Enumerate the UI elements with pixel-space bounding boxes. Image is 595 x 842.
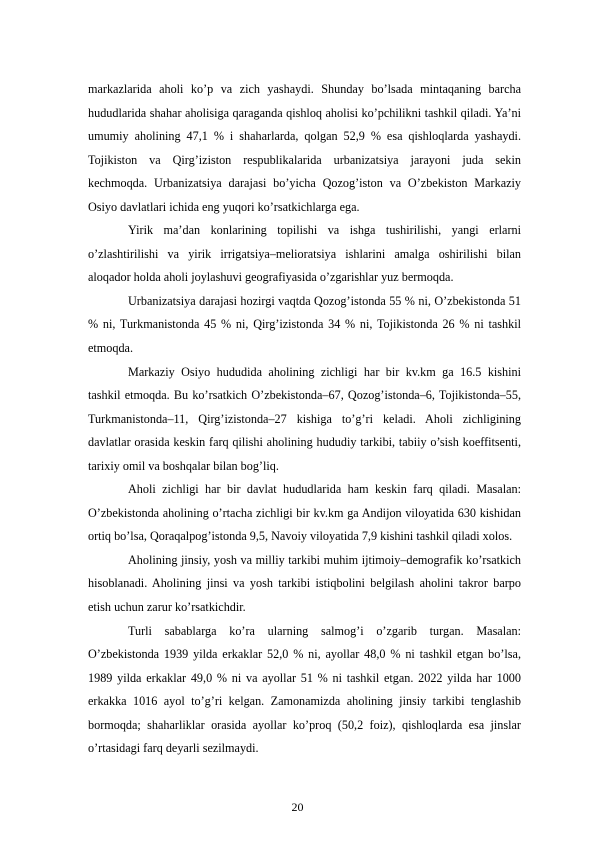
paragraph-regional-density: Aholi zichligi har bir davlat hududlarida ham keskin farq qiladi. Masalan: O’zbekistonda aholining o’rtacha zichligi bir kv.km ga Andijon viloyatida 630 kishidan ortiq bo’lsa, Qoraqalpog’istonda 9,5, Navoiy viloyatida 7,9 kishini tashkil qiladi xolos. bbox=[88, 482, 521, 544]
paragraph-urbanization-levels: Urbanizatsiya darajasi hozirgi vaqtda Qozog’istonda 55 % ni, O’zbekistonda 51 % ni, Turkmanistonda 45 % ni, Qirg’izistonda 34 % ni, Tojikistonda 26 % ni tashkil etmoqda. bbox=[88, 293, 521, 356]
paragraph-settlement-geography: Yirik ma’dan konlarining topilishi va ishga tushirilishi, yangi erlarni o’zlashtirilishi va yirik irrigatsiya–melioratsiya ishlarini amalga oshirilishi bilan aloqador holda aholi joylashuvi geografiyasida o’zgarishlar yuz bermoqda. bbox=[88, 223, 521, 285]
paragraph-gender-ratio: Turli sabablarga ko’ra ularning salmog’i o’zgarib turgan. Masalan: O’zbekistonda 1939 yilda erkaklar 52,0 % ni, ayollar 48,0 % ni tashkil etgan bo’lsa, 1989 yilda erkaklar 49,0 % ni va ayollar 51 % ni tashkil etgan. 2022 yilda har 1000 erkakka 1016 ayol to’g’ri kelgan. Zamonamizda aholining jinsiy tarkibi tenglashib bormoqda; shaharliklar orasida ayollar ko’proq (50,2 foiz), qishloqlarda esa jinslar o’rtasidagi farq deyarli sezilmaydi. bbox=[88, 623, 521, 756]
paragraph-demographic-structure: Aholining jinsiy, yosh va milliy tarkibi muhim ijtimoiy–demografik ko’rsatkich hisoblanadi. Aholining jinsi va yosh tarkibi istiqbolini belgilash aholini takror barpo etish uchun zarur ko’rsatkichdir. bbox=[88, 552, 521, 615]
paragraph-urbanization-continued: markazlarida aholi ko’p va zich yashaydi. Shunday bo’lsada mintaqaning barcha hududlarida shahar aholisiga qaraganda qishloq aholisi ko’pchilikni tashkil qiladi. Ya’ni umumiy aholining 47,1 % i shaharlarda, qolgan 52,9 % esa qishloqlarda yashaydi. Tojikiston va Qirg’iziston respublikalarida urbanizatsiya jarayoni juda sekin kechmoqda. Urbanizatsiya darajasi bo’yicha Qozog’iston va O’zbekiston Markaziy Osiyo davlatlari ichida eng yuqori ko’rsatkichlarga ega. bbox=[88, 82, 521, 214]
document-body bbox=[88, 78, 521, 761]
page-number: 20 bbox=[291, 800, 304, 814]
paragraph-population-density: Markaziy Osiyo hududida aholining zichligi har bir kv.km ga 16.5 kishini tashkil etmoqda. Bu ko’rsatkich O’zbekistonda–67, Qozog’istonda–6, Tojikistonda–55, Turkmanistonda–11, Qirg’izistonda–27 kishiga to’g’ri keladi. Aholi zichligining davlatlar orasida keskin farq qilishi aholining hududiy tarkibi, tabiiy o’sish koeffitsenti, tarixiy omil va boshqalar bilan bog’liq. bbox=[88, 364, 521, 473]
